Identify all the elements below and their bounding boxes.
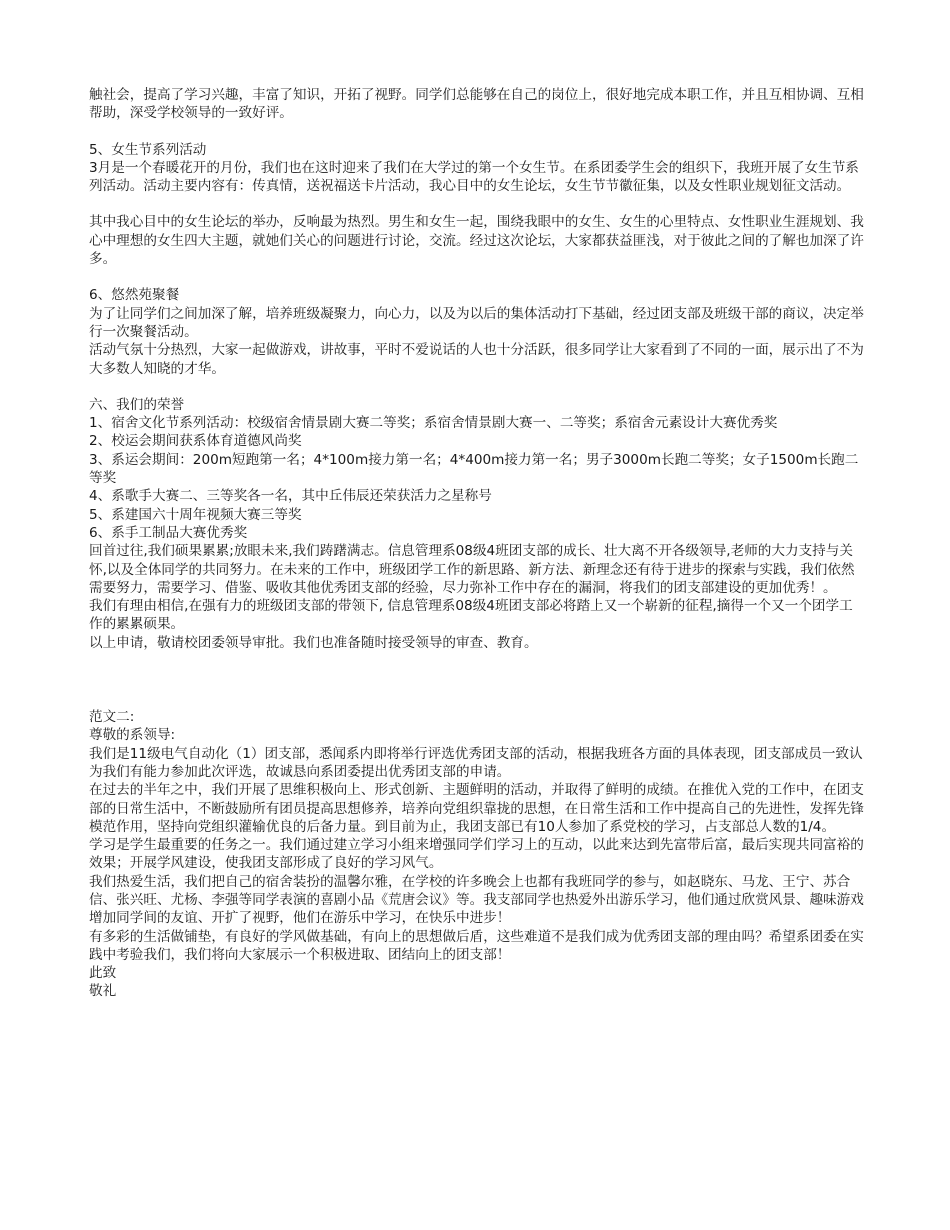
honor-item: 4、系歌手大赛二、三等奖各一名，其中丘伟辰还荣获活力之星称号 xyxy=(89,488,492,505)
honor-item: 6、系手工制品大赛优秀奖 xyxy=(89,524,248,541)
section-heading-dinner: 6、悠然苑聚餐 xyxy=(89,287,180,304)
spacer xyxy=(89,123,864,141)
paragraph-confidence: 我们有理由相信,在强有力的班级团支部的带领下, 信息管理系08级4班团支部必将踏上又一个崭新的征程,摘得一个又一个团学工作的累累硕果。 xyxy=(89,598,853,633)
honor-item: 5、系建国六十周年视频大赛三等奖 xyxy=(89,506,302,523)
paragraph-life: 我们热爱生活，我们把自己的宿舍装扮的温馨尔雅，在学校的许多晚会上也都有我班同学的参与，如赵晓东、马龙、王宁、苏合信、张兴旺、尤杨、李强等同学表演的喜剧小品《荒唐会议》等。我支部同学也热爱外出游乐学习，他们通过欣赏风景、趣味游戏增加同学间的友谊、开扩了视野，他们在游乐中学习，在快乐中进步！ xyxy=(89,873,864,927)
section-heading-womens-day: 5、女生节系列活动 xyxy=(89,141,207,158)
sample-two-heading: 范文二: xyxy=(89,709,135,726)
paragraph-party-work: 在过去的半年之中，我们开展了思维积极向上、形式创新、主题鲜明的活动，并取得了鲜明的成绩。在推优入党的工作中，在团支部的日常生活中，不断鼓励所有团员提高思想修养，培养向党组织靠拢的思想，在日常生活和工作中提高自己的先进性，发挥先锋模范作用，坚持向党组织灌输优良的后备力量。到目前为止，我团支部已有10人参加了系党校的学习，占支部总人数的1/4。 xyxy=(89,782,864,835)
spacer xyxy=(89,652,864,708)
paragraph-womens-day: 3月是一个春暖花开的月份，我们也在这时迎来了我们在大学过的第一个女生节。在系团委学生会的组织下，我班开展了女生节系列活动。活动主要内容有：传真情，送祝福送卡片活动，我心目中的女生论坛，女生节节徽征集，以及女性职业规划征文活动。 xyxy=(89,159,859,195)
salutation: 尊敬的系领导: xyxy=(89,727,176,744)
paragraph-forum: 其中我心目中的女生论坛的举办，反响最为热烈。男生和女生一起，围绕我眼中的女生、女生的心里特点、女性职业生涯规划、我心中理想的女生四大主题，就她们关心的问题进行讨论，交流。经过这次论坛，大家都获益匪浅，对于彼此之间的了解也加深了许多。 xyxy=(89,214,864,268)
section-heading-honors: 六、我们的荣誉 xyxy=(89,396,185,413)
spacer xyxy=(89,378,864,396)
paragraph-dinner-purpose: 为了让同学们之间加深了解，培养班级凝聚力，向心力，以及为以后的集体活动打下基础，经过团支部及班级干部的商议，决定举行一次聚餐活动。 xyxy=(89,305,864,340)
spacer xyxy=(89,268,864,286)
closing-phrase: 此致 xyxy=(89,965,117,982)
paragraph-review: 回首过往,我们硕果累累;放眼未来,我们踌躇满志。信息管理系08级4班团支部的成长、壮大离不开各级领导,老师的大力支持与关怀,以及全体同学的共同努力。在未来的工作中，班级团学工作的新思路、新方法、新理念还有待于进步的探索与实践，我们依然需要努力，需要学习、借鉴、吸收其他优秀团支部的经验，尽力弥补工作中存在的漏洞，将我们的团支部建设的更加优秀！。 xyxy=(89,543,855,596)
closing-salute: 敬礼 xyxy=(89,983,117,1000)
honor-item: 2、校运会期间获系体育道德风尚奖 xyxy=(89,433,302,450)
paragraph-study: 学习是学生最重要的任务之一。我们通过建立学习小组来增强同学们学习上的互动，以此来达到先富带后富，最后实现共同富裕的效果；开展学风建设，使我团支部形成了良好的学习风气。 xyxy=(89,837,864,872)
paragraph-application: 我们是11级电气自动化（1）团支部，悉闻系内即将举行评选优秀团支部的活动，根据我班各方面的具体表现，团支部成员一致认为我们有能力参加此次评选，故诚恳向系团委提出优秀团支部的申请。 xyxy=(89,745,863,780)
paragraph-closing-request: 以上申请，敬请校团委领导审批。我们也准备随时接受领导的审查、教育。 xyxy=(89,634,538,651)
document-page xyxy=(89,86,864,1001)
spacer xyxy=(89,195,864,213)
honor-item: 1、宿舍文化节系列活动：校级宿舍情景剧大赛二等奖；系宿舍情景剧大赛一、二等奖；系宿舍元素设计大赛优秀奖 xyxy=(89,415,778,432)
paragraph-dinner-atmosphere: 活动气氛十分热烈，大家一起做游戏，讲故事，平时不爱说话的人也十分活跃，很多同学让大家看到了不同的一面，展示出了不为大多数人知晓的才华。 xyxy=(89,342,864,377)
paragraph-intro-continuation: 触社会，提高了学习兴趣，丰富了知识，开拓了视野。同学们总能够在自己的岗位上，很好地完成本职工作，并且互相协调、互相帮助，深受学校领导的一致好评。 xyxy=(89,87,864,122)
honor-item: 3、系运会期间：200m短跑第一名；4*100m接力第一名；4*400m接力第一名；男子3000m长跑二等奖；女子1500m长跑二等奖 xyxy=(89,451,859,487)
paragraph-conclusion: 有多彩的生活做铺垫，有良好的学风做基础，有向上的思想做后盾，这些难道不是我们成为优秀团支部的理由吗？希望系团委在实践中考验我们，我们将向大家展示一个积极进取、团结向上的团支部！ xyxy=(89,928,864,963)
